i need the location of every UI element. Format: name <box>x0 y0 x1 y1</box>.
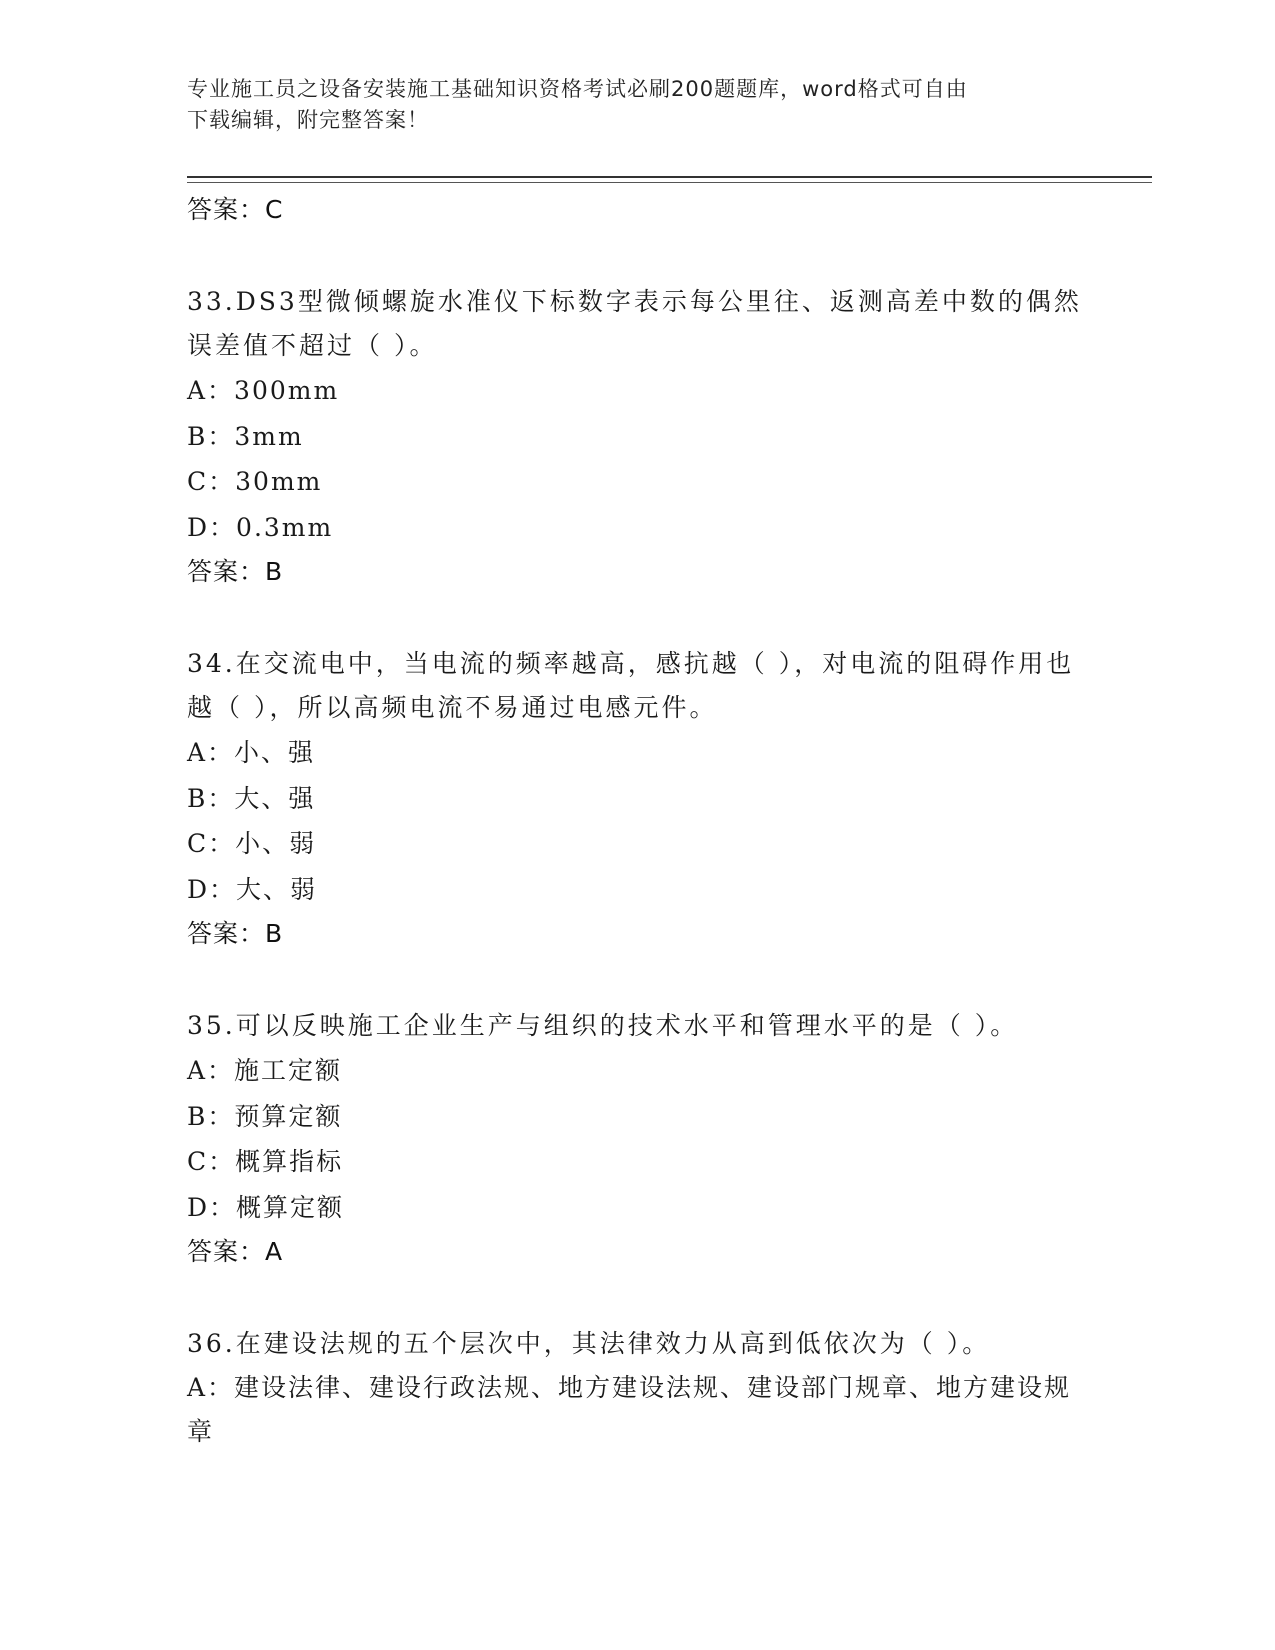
option-b: B：预算定额 <box>187 1101 343 1131</box>
option-a: A：小、强 <box>187 738 316 767</box>
question-text: 36.在建设法规的五个层次中，其法律效力从高到低依次为（ ）。 <box>187 1329 991 1358</box>
header-line-1: 专业施工员之设备安装施工基础知识资格考试必刷200题题库，word格式可自由 <box>187 77 968 101</box>
option-c: C：小、弱 <box>187 829 317 858</box>
question-text: 34.在交流电中，当电流的频率越高，感抗越（ ），对电流的阻碍作用也越（ ），所以高频电流不易通过电感元件。 <box>187 649 1075 722</box>
header-line-2: 下载编辑，附完整答案！ <box>187 108 429 132</box>
option-a: A：300mm <box>187 376 340 405</box>
option-a: A：施工定额 <box>187 1056 343 1085</box>
document-header <box>187 74 1087 136</box>
option-d: D：概算定额 <box>187 1192 345 1222</box>
option-b: B：大、强 <box>187 783 316 813</box>
answer-line: 答案：B <box>187 919 284 948</box>
document-body <box>187 188 1087 1454</box>
answer-line: 答案：A <box>187 1237 284 1266</box>
header-divider-thin <box>187 182 1152 183</box>
answer-line: 答案：B <box>187 557 284 586</box>
answer-line: 答案：C <box>187 195 284 224</box>
question-36 <box>187 1322 1087 1454</box>
option-c: C：30mm <box>187 467 323 496</box>
option-c: C：概算指标 <box>187 1147 344 1176</box>
question-text: 33.DS3型微倾螺旋水准仪下标数字表示每公里往、返测高差中数的偶然误差值不超过（ ）。 <box>187 287 1082 360</box>
question-33 <box>187 280 1087 594</box>
option-a: A：建设法律、建设行政法规、地方建设法规、建设部门规章、地方建设规章 <box>187 1373 1072 1446</box>
option-d: D：大、弱 <box>187 874 318 904</box>
option-d: D：0.3mm <box>187 512 334 542</box>
question-35 <box>187 1004 1087 1274</box>
header-divider-thick <box>187 176 1152 178</box>
question-text: 35.可以反映施工企业生产与组织的技术水平和管理水平的是（ ）。 <box>187 1011 1019 1040</box>
option-b: B：3mm <box>187 421 304 451</box>
question-34 <box>187 642 1087 956</box>
